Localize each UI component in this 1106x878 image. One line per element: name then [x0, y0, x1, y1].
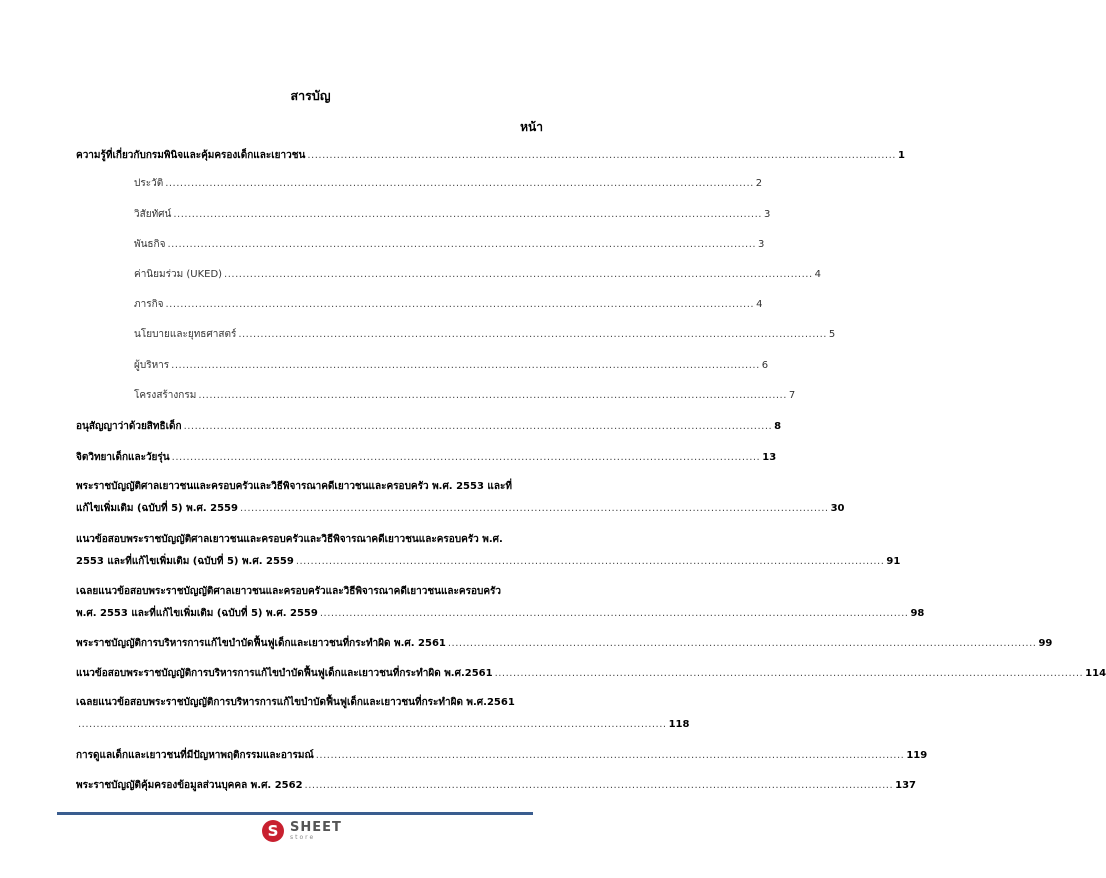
sheet-store-logo — [262, 820, 342, 842]
toc-entry-text: อนุสัญญาว่าด้วยสิทธิเด็ก — [76, 421, 182, 432]
toc-entry[interactable] — [76, 779, 916, 793]
toc-entry-text: ความรู้ที่เกี่ยวกับกรมพินิจและคุ้มครองเด็กและเยาวชน — [76, 150, 306, 161]
leader-dots: ................................................................................................................................................................ — [319, 608, 909, 619]
toc-entry[interactable] — [76, 555, 901, 569]
toc-entry-text: พระราชบัญญัติการบริหารการแก้ไขบำบัดฟื้นฟูเด็กและเยาวชนที่กระทำผิด พ.ศ. 2561 — [76, 638, 446, 649]
toc-entry-text: 2553 และที่แก้ไขเพิ่มเติม (ฉบับที่ 5) พ.ศ. 2559 — [76, 556, 294, 567]
toc-subentry[interactable] — [134, 268, 822, 282]
toc-entry-line1: แนวข้อสอบพระราชบัญญัติศาลเยาวชนและครอบครัวและวิธีพิจารณาคดีเยาวชนและครอบครัว พ.ศ. — [76, 534, 503, 545]
leader-dots: ................................................................................................................................................................ — [171, 360, 760, 371]
leader-dots: ................................................................................................................................................................ — [238, 329, 827, 340]
toc-subentry[interactable] — [134, 328, 836, 342]
toc-entry-text: วิสัยทัศน์ — [134, 209, 172, 220]
toc-subentry[interactable] — [134, 298, 763, 312]
toc-entry[interactable] — [76, 637, 1053, 651]
leader-dots: ................................................................................................................................................................ — [171, 452, 761, 463]
toc-entry-page: 7 — [788, 390, 796, 401]
toc-entry-page: 8 — [774, 421, 782, 432]
toc-entry-page: 114 — [1085, 668, 1106, 679]
toc-subentry[interactable] — [134, 177, 763, 191]
toc-entry[interactable] — [76, 749, 928, 763]
leader-dots: ................................................................................................................................................................ — [167, 239, 757, 250]
leader-dots: ................................................................................................................................................................ — [304, 780, 894, 791]
logo-mark-icon: S — [262, 820, 284, 842]
toc-entry-page: 118 — [668, 719, 690, 730]
toc-entry-text: แก้ไขเพิ่มเติม (ฉบับที่ 5) พ.ศ. 2559 — [76, 503, 238, 514]
toc-entry-text: นโยบายและยุทธศาสตร์ — [134, 329, 237, 340]
leader-dots: ................................................................................................................................................................ — [494, 668, 1084, 679]
toc-entry-page: 1 — [897, 150, 905, 161]
toc-entry-page: 119 — [906, 750, 928, 761]
toc-entry-text: โครงสร้างกรม — [134, 390, 197, 401]
toc-entry-text: ผู้บริหาร — [134, 360, 170, 371]
leader-dots: ................................................................................................................................................................ — [78, 719, 667, 730]
logo-word: SHEET — [290, 820, 342, 835]
toc-entry-page: 13 — [762, 452, 777, 463]
toc-entry-page: 99 — [1038, 638, 1053, 649]
toc-entry[interactable] — [76, 607, 925, 621]
toc-entry[interactable] — [76, 451, 777, 465]
toc-entry-page: 91 — [886, 556, 901, 567]
leader-dots: ................................................................................................................................................................ — [239, 503, 829, 514]
leader-dots: ................................................................................................................................................................ — [307, 150, 896, 161]
toc-entry[interactable] — [76, 149, 905, 163]
leader-dots: ................................................................................................................................................................ — [173, 209, 762, 220]
leader-dots: ................................................................................................................................................................ — [165, 178, 754, 189]
toc-entry-text: จิตวิทยาเด็กและวัยรุ่น — [76, 452, 170, 463]
toc-entry-text: พันธกิจ — [134, 239, 166, 250]
toc-entry-text: แนวข้อสอบพระราชบัญญัติการบริหารการแก้ไขบำบัดฟื้นฟูเด็กและเยาวชนที่กระทำผิด พ.ศ.2561 — [76, 668, 493, 679]
leader-dots: ................................................................................................................................................................ — [183, 421, 773, 432]
leader-dots: ................................................................................................................................................................ — [224, 269, 813, 280]
toc-title: สารบัญ — [290, 88, 331, 103]
footer-divider — [57, 812, 533, 815]
toc-entry[interactable] — [76, 420, 782, 434]
toc-subentry[interactable] — [134, 238, 765, 252]
leader-dots: ................................................................................................................................................................ — [198, 390, 787, 401]
toc-entry-page: 3 — [763, 209, 771, 220]
toc-entry[interactable] — [76, 667, 1106, 681]
toc-entry-text: พ.ศ. 2553 และที่แก้ไขเพิ่มเติม (ฉบับที่ 5) พ.ศ. 2559 — [76, 608, 318, 619]
toc-entry-page: 98 — [910, 608, 925, 619]
toc-entry-page: 2 — [755, 178, 763, 189]
toc-entry-page: 137 — [895, 780, 916, 791]
toc-entry-page: 3 — [758, 239, 765, 250]
toc-entry-text: ภารกิจ — [134, 299, 164, 310]
logo-subtext: store — [290, 834, 316, 841]
toc-entry-page: 4 — [756, 299, 763, 310]
leader-dots: ................................................................................................................................................................ — [295, 556, 885, 567]
toc-entry-line1: เฉลยแนวข้อสอบพระราชบัญญัติการบริหารการแก้ไขบำบัดฟื้นฟูเด็กและเยาวชนที่กระทำผิด พ.ศ.2561 — [76, 697, 515, 708]
page-column-header: หน้า — [520, 120, 543, 134]
leader-dots: ................................................................................................................................................................ — [165, 299, 755, 310]
toc-entry[interactable] — [76, 718, 690, 732]
toc-subentry[interactable] — [134, 359, 769, 373]
toc-entry-page: 6 — [761, 360, 769, 371]
leader-dots: ................................................................................................................................................................ — [315, 750, 905, 761]
toc-entry-text: การดูแลเด็กและเยาวชนที่มีปัญหาพฤติกรรมและอารมณ์ — [76, 750, 314, 761]
toc-entry-page: 5 — [828, 329, 836, 340]
toc-entry-line1: พระราชบัญญัติศาลเยาวชนและครอบครัวและวิธีพิจารณาคดีเยาวชนและครอบครัว พ.ศ. 2553 และที่ — [76, 481, 512, 492]
toc-subentry[interactable] — [134, 208, 771, 222]
toc-entry-text: ประวัติ — [134, 178, 164, 189]
toc-entry-text: ค่านิยมร่วม (UKED) — [134, 269, 223, 280]
toc-entry-page: 30 — [830, 503, 845, 514]
leader-dots: ................................................................................................................................................................ — [447, 638, 1037, 649]
toc-entry-text: พระราชบัญญัติคุ้มครองข้อมูลส่วนบุคคล พ.ศ. 2562 — [76, 780, 303, 791]
toc-entry-line1: เฉลยแนวข้อสอบพระราชบัญญัติศาลเยาวชนและครอบครัวและวิธีพิจารณาคดีเยาวชนและครอบครัว — [76, 586, 501, 597]
toc-entry[interactable] — [76, 502, 845, 516]
toc-entry-page: 4 — [814, 269, 822, 280]
toc-subentry[interactable] — [134, 389, 796, 403]
